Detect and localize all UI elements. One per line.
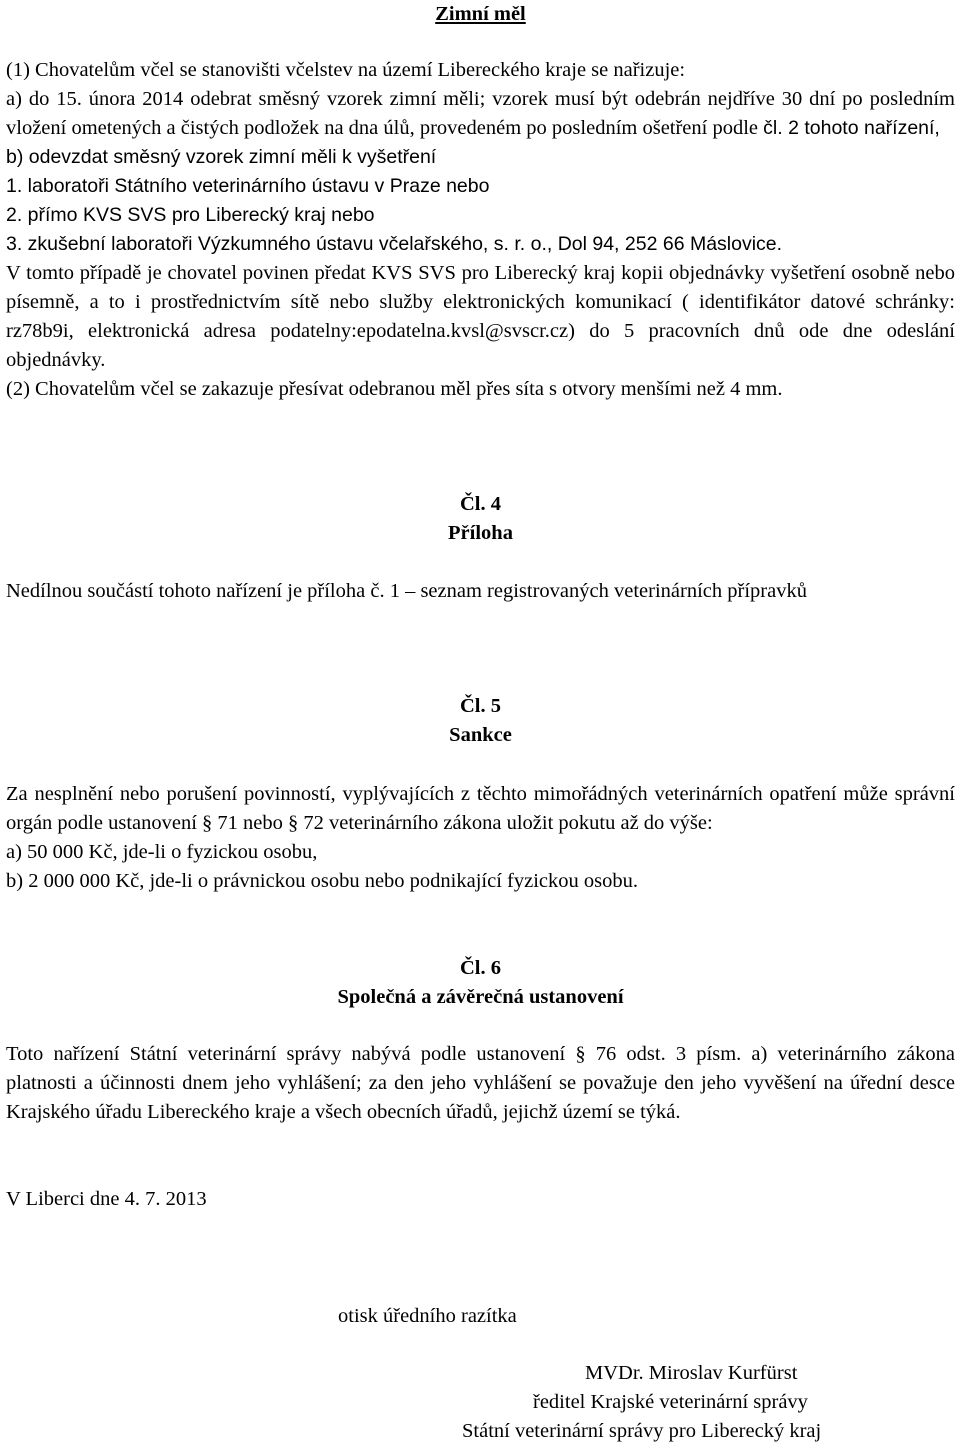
- art5-text: Za nesplnění nebo porušení povinností, vyplývajících z těchto mimořádných veterinárních opatření může správní orgán podle ustanovení § 71 nebo § 72 veterinárního zákona uložit pokutu až do výše:: [6, 783, 955, 834]
- winter-para-case: V tomto případě je chovatel povinen předat KVS SVS pro Liberecký kraj kopii objednávky vyšetření osobně nebo písemně, a to i prostřednictvím sítě nebo služby elektronických komunikací ( identifikátor datové schránky: rz78b9i, elektronická adresa podatelny:epodatelna.kvsl@svscr.cz) do 5 pracovních dnů ode dne odeslání objednávky.: [6, 262, 955, 371]
- art5-number: Čl. 5: [460, 695, 501, 717]
- winter-title: Zimní měl: [435, 3, 526, 25]
- art4-number: Čl. 4: [460, 493, 501, 515]
- art6-text: Toto nařízení Státní veterinární správy nabývá podle ustanovení § 76 odst. 3 písm. a) veterinárního zákona platnosti a účinnosti dnem jeho vyhlášení; za den jeho vyhlášení se považuje den jeho vyvěšení na úřední desce Krajského úřadu Libereckého kraje a všech obecních úřadů, jejichž území se týká.: [6, 1043, 955, 1123]
- winter-item-a: a) do 15. února 2014 odebrat směsný vzorek zimní měli; vzorek musí být odebrán nejdříve 30 dní po posledním vložení ometených a čistých podložek na dna úlů, provedeném po posledním ošetření podle čl. 2 tohoto nařízení,: [6, 88, 955, 139]
- signature-block: [455, 1359, 955, 1446]
- art5-item-b: b) 2 000 000 Kč, jde-li o právnickou osobu nebo podnikající fyzickou osobu.: [6, 870, 638, 892]
- place-date: V Liberci dne 4. 7. 2013: [6, 1188, 207, 1210]
- winter-item-b: b) odevzdat směsný vzorek zimní měli k vyšetření: [6, 146, 437, 168]
- stamp-placeholder: otisk úředního razítka: [338, 1305, 517, 1327]
- winter-item-b3: 3. zkušební laboratoři Výzkumného ústavu včelařského, s. r. o., Dol 94, 252 66 Máslovice.: [6, 233, 783, 255]
- winter-item-b1: 1. laboratoři Státního veterinárního ústavu v Praze nebo: [6, 175, 490, 197]
- signatory-role-2: Státní veterinární správy pro Liberecký kraj: [462, 1420, 822, 1442]
- art4-text: Nedílnou součástí tohoto nařízení je příloha č. 1 – seznam registrovaných veterinárních přípravků: [6, 580, 807, 602]
- art5-item-a: a) 50 000 Kč, jde-li o fyzickou osobu,: [6, 841, 318, 863]
- winter-para-1: (1) Chovatelům včel se stanovišti včelstev na území Libereckého kraje se nařizuje:: [6, 59, 686, 81]
- signatory-role-1: ředitel Krajské veterinární správy: [533, 1391, 808, 1413]
- winter-para-2: (2) Chovatelům včel se zakazuje přesívat odebranou měl přes síta s otvory menšími než 4 mm.: [6, 378, 783, 400]
- winter-item-b2: 2. přímo KVS SVS pro Liberecký kraj nebo: [6, 204, 375, 226]
- signatory-name: MVDr. Miroslav Kurfürst: [585, 1362, 798, 1384]
- art4-title: Příloha: [448, 522, 513, 544]
- art5-title: Sankce: [449, 724, 512, 746]
- art6-number: Čl. 6: [460, 957, 501, 979]
- art6-title: Společná a závěrečná ustanovení: [337, 986, 624, 1008]
